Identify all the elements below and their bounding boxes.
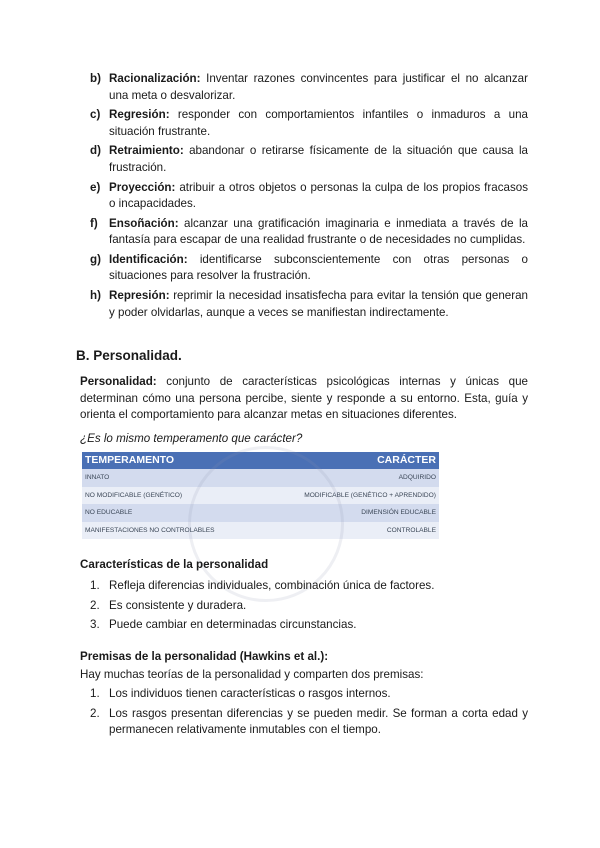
list-item bbox=[90, 252, 528, 285]
item-term: Represión: bbox=[109, 289, 170, 303]
premises-heading: Premisas de la personalidad (Hawkins et al.): bbox=[80, 650, 329, 663]
question: ¿Es lo mismo temperamento que carácter? bbox=[80, 432, 303, 445]
table-row bbox=[82, 469, 439, 487]
table-cell: INNATO bbox=[85, 474, 110, 481]
intro-term: Personalidad: bbox=[80, 375, 157, 388]
item-term: Racionalización: bbox=[109, 72, 201, 85]
list-item bbox=[90, 71, 528, 104]
item-number: 3. bbox=[90, 618, 100, 632]
characteristics-list bbox=[90, 578, 528, 637]
comparison-table bbox=[82, 452, 439, 539]
item-number: 1. bbox=[90, 579, 100, 592]
personality-definition bbox=[80, 374, 528, 424]
list-item bbox=[90, 578, 528, 595]
table-cell: NO EDUCABLE bbox=[85, 509, 133, 516]
item-text: Los rasgos presentan diferencias y se pueden medir. Se forman a corta edad y permanecen relativamente inmutables con el tiempo. bbox=[109, 706, 528, 737]
table-row bbox=[82, 487, 439, 505]
item-text: reprimir la necesidad insatisfecha para evitar la tensión que generan y poder olvidarlas, aunque a veces se manifiestan indirectamente. bbox=[109, 289, 528, 319]
table-cell: DIMENSIÓN EDUCABLE bbox=[361, 509, 436, 516]
item-term: Proyección: bbox=[109, 180, 176, 194]
item-number: 2. bbox=[90, 706, 100, 720]
item-text: atribuir a otros objetos o personas la culpa de los propios fracasos o incapacidades. bbox=[109, 180, 528, 211]
item-term: Retraimiento: bbox=[109, 144, 184, 158]
item-number: 2. bbox=[90, 598, 100, 612]
item-number: 1. bbox=[90, 687, 100, 700]
item-letter: h) bbox=[90, 289, 101, 303]
header-temperament: TEMPERAMENTO bbox=[85, 454, 175, 466]
header-character: CARÁCTER bbox=[377, 454, 436, 466]
item-letter: e) bbox=[90, 180, 101, 194]
table-cell: ADQUIRIDO bbox=[398, 474, 436, 481]
characteristics-heading: Características de la personalidad bbox=[80, 558, 269, 571]
list-item bbox=[90, 216, 528, 249]
item-text: alcanzar una gratificación imaginaria e inmediata a través de la fantasía para escapar de una realidad frustrante o de necesidades no cumplidas. bbox=[109, 216, 528, 247]
premises-list bbox=[90, 686, 528, 742]
list-item bbox=[90, 706, 528, 739]
item-term: Regresión: bbox=[109, 108, 170, 122]
table-cell: NO MODIFICABLE (GENÉTICO) bbox=[85, 491, 183, 499]
item-text: Puede cambiar en determinadas circunstancias. bbox=[109, 618, 357, 632]
item-text: Es consistente y duradera. bbox=[109, 598, 247, 612]
table-header bbox=[82, 452, 439, 469]
item-letter: f) bbox=[90, 216, 98, 230]
defense-mechanisms-list bbox=[90, 71, 528, 324]
table-cell: CONTROLABLE bbox=[386, 526, 436, 534]
table-cell: MODIFICABLE (GENÉTICO + APRENDIDO) bbox=[304, 491, 436, 499]
item-letter: c) bbox=[90, 108, 101, 122]
item-term: Identificación: bbox=[109, 252, 188, 266]
item-text: Los individuos tienen características o rasgos internos. bbox=[109, 687, 391, 700]
table-cell: MANIFESTACIONES NO CONTROLABLES bbox=[85, 526, 215, 534]
list-item bbox=[90, 180, 528, 213]
list-item bbox=[90, 617, 528, 634]
list-item bbox=[90, 598, 528, 615]
item-letter: g) bbox=[90, 252, 101, 266]
list-item bbox=[90, 686, 528, 703]
list-item bbox=[90, 143, 528, 176]
item-letter: d) bbox=[90, 144, 101, 158]
item-text: responder con comportamientos infantiles o inmaduros a una situación frustrante. bbox=[109, 108, 528, 138]
table-row bbox=[82, 522, 439, 540]
item-text: Refleja diferencias individuales, combinación única de factores. bbox=[109, 579, 435, 592]
item-text: abandonar o retirarse físicamente de la situación que causa la frustración. bbox=[109, 144, 528, 174]
item-text: identificarse subconscientemente con otras personas o situaciones para resolver la frustración. bbox=[109, 252, 528, 283]
table-row bbox=[82, 504, 439, 522]
list-item bbox=[90, 107, 528, 140]
intro-text: conjunto de características psicológicas internas y únicas que determinan cómo una persona percibe, siente y responde a su entorno. Esta, guía y orienta el comportamiento para alcanzar metas en situaciones diferentes. bbox=[80, 375, 528, 421]
item-letter: b) bbox=[90, 72, 101, 85]
section-title: B. Personalidad. bbox=[76, 348, 182, 363]
list-item bbox=[90, 288, 528, 321]
item-term: Ensoñación: bbox=[109, 216, 179, 230]
item-text: Inventar razones convincentes para justificar el no alcanzar una meta o desvalorizar. bbox=[109, 72, 528, 102]
premises-lead: Hay muchas teorías de la personalidad y comparten dos premisas: bbox=[80, 668, 424, 681]
